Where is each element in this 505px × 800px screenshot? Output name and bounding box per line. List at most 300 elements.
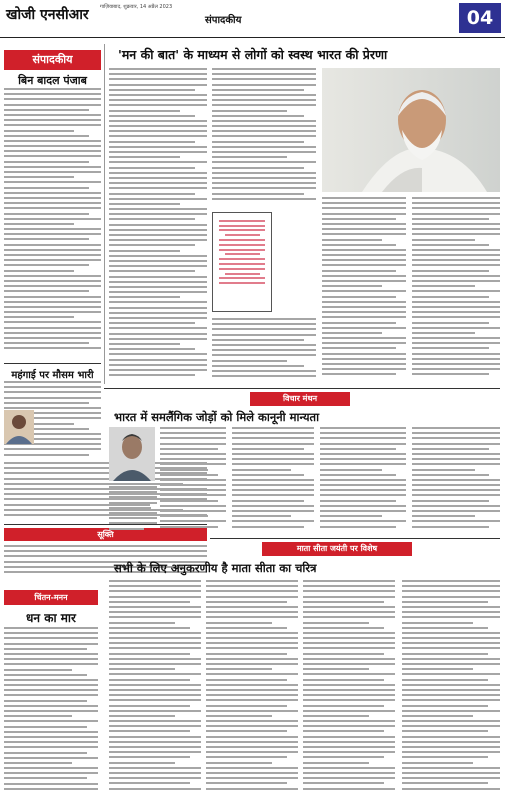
text-line	[4, 280, 101, 282]
text-line	[4, 381, 101, 383]
text-line	[160, 443, 226, 445]
text-line	[402, 601, 488, 603]
text-line	[109, 751, 201, 753]
text-line	[412, 239, 475, 241]
text-line	[232, 432, 314, 434]
text-line	[322, 311, 406, 313]
text-line	[109, 203, 180, 205]
text-line	[232, 515, 291, 517]
text-line	[412, 311, 500, 313]
text-line	[412, 301, 500, 303]
text-line	[4, 124, 101, 126]
text-line	[4, 731, 98, 733]
text-line	[303, 596, 395, 598]
text-line	[4, 347, 101, 349]
text-line	[206, 632, 298, 634]
text-line	[402, 782, 488, 784]
text-line	[412, 316, 500, 318]
divider	[210, 538, 500, 539]
text-line	[322, 280, 406, 282]
text-line	[412, 306, 500, 308]
text-line	[109, 260, 207, 262]
text-line	[303, 705, 384, 707]
newspaper-logo: खोजी एनसीआर	[6, 7, 89, 23]
text-line	[232, 458, 314, 460]
text-line	[212, 187, 316, 189]
text-line	[109, 141, 195, 143]
text-line	[322, 228, 406, 230]
text-line	[412, 474, 489, 476]
text-line	[412, 327, 500, 329]
text-line	[109, 364, 207, 366]
text-line	[4, 342, 89, 344]
text-line	[109, 491, 157, 493]
text-line	[206, 637, 298, 639]
text-line	[402, 642, 500, 644]
text-line	[109, 353, 207, 355]
jayanti-body-col2	[206, 580, 298, 795]
text-line	[402, 590, 500, 592]
text-line	[206, 725, 298, 727]
text-line	[4, 259, 101, 261]
text-line	[412, 494, 500, 496]
text-line	[4, 150, 101, 152]
text-line	[412, 202, 500, 204]
text-line	[412, 337, 500, 339]
text-line	[212, 151, 316, 153]
text-line	[4, 197, 101, 199]
text-line	[4, 327, 101, 329]
text-line	[109, 647, 201, 649]
text-line	[402, 751, 500, 753]
text-line	[109, 720, 201, 722]
editorial-body	[4, 88, 101, 358]
text-line	[109, 120, 207, 122]
text-line	[206, 653, 287, 655]
text-line	[109, 689, 201, 691]
text-line	[212, 349, 316, 351]
text-line	[206, 622, 272, 624]
text-line	[4, 710, 98, 712]
text-line	[402, 627, 488, 629]
text-line	[109, 327, 207, 329]
jayanti-tag: माता सीता जयंती पर विशेष	[262, 542, 412, 556]
text-line	[212, 375, 316, 377]
text-line	[412, 342, 500, 344]
text-line	[402, 767, 500, 769]
text-line	[232, 494, 314, 496]
text-line	[109, 528, 144, 530]
text-line	[212, 104, 316, 106]
text-line	[160, 479, 226, 481]
text-line	[322, 347, 396, 349]
text-line	[206, 746, 298, 748]
text-line	[320, 520, 406, 522]
text-line	[206, 782, 287, 784]
text-line	[322, 373, 396, 375]
text-line	[320, 474, 396, 476]
text-line	[160, 494, 226, 496]
text-line	[109, 788, 201, 790]
text-line	[4, 663, 98, 665]
text-line	[232, 500, 304, 502]
text-line	[4, 454, 89, 456]
text-line	[212, 339, 304, 341]
vichar-body-col1b	[109, 486, 157, 535]
text-line	[4, 296, 101, 298]
text-line	[322, 342, 406, 344]
text-line	[412, 515, 475, 517]
text-line	[109, 653, 190, 655]
chintan-title: धन का मार	[26, 611, 76, 625]
text-line	[322, 197, 406, 199]
text-line	[4, 407, 101, 409]
text-line	[303, 762, 369, 764]
text-line	[4, 391, 101, 393]
text-line	[160, 427, 226, 429]
text-line	[412, 233, 500, 235]
text-line	[4, 316, 74, 318]
text-line	[303, 642, 395, 644]
text-line	[160, 505, 226, 507]
text-line	[322, 290, 406, 292]
vichar-body-col1	[160, 427, 226, 535]
text-line	[322, 239, 382, 241]
text-line	[109, 135, 207, 137]
vichar-headline: भारत में समलैंगिक जोड़ों को मिले कानूनी मान्यता	[114, 410, 320, 424]
text-line	[320, 510, 406, 512]
text-line	[4, 285, 101, 287]
lead-body-col4	[412, 197, 500, 384]
text-line	[4, 726, 87, 728]
text-line	[412, 453, 500, 455]
text-line	[109, 616, 201, 618]
text-line	[212, 193, 304, 195]
text-line	[232, 484, 314, 486]
text-line	[412, 347, 489, 349]
text-line	[412, 526, 489, 528]
text-line	[320, 427, 406, 429]
quote-line	[219, 258, 265, 260]
text-line	[320, 448, 396, 450]
text-line	[303, 684, 395, 686]
text-line	[212, 120, 316, 122]
text-line	[412, 489, 500, 491]
text-line	[412, 270, 489, 272]
text-line	[4, 684, 98, 686]
text-line	[4, 104, 101, 106]
text-line	[232, 510, 314, 512]
text-line	[4, 207, 101, 209]
text-line	[109, 78, 207, 80]
text-line	[212, 84, 316, 86]
text-line	[412, 259, 500, 261]
text-line	[412, 290, 500, 292]
quote-line	[219, 239, 265, 241]
text-line	[320, 453, 406, 455]
text-line	[322, 202, 406, 204]
lead-headline: 'मन की बात' के माध्यम से लोगों को स्वस्थ भारत की प्रेरणा	[118, 47, 388, 62]
text-line	[160, 463, 226, 465]
text-line	[4, 88, 101, 90]
lead-body-col3	[322, 197, 406, 384]
text-line	[109, 517, 157, 519]
text-line	[206, 596, 298, 598]
pull-quote	[212, 212, 272, 312]
text-line	[212, 167, 304, 169]
text-line	[322, 285, 382, 287]
text-line	[206, 720, 298, 722]
text-line	[109, 374, 195, 376]
text-line	[4, 627, 98, 629]
text-line	[160, 448, 218, 450]
text-line	[109, 146, 207, 148]
text-line	[303, 632, 395, 634]
text-line	[160, 458, 226, 460]
text-line	[303, 616, 395, 618]
text-line	[232, 505, 314, 507]
columnist-photo	[109, 427, 155, 481]
text-line	[4, 550, 207, 552]
page-number-badge: 04	[459, 3, 501, 33]
text-line	[412, 358, 500, 360]
quote-line	[225, 273, 260, 275]
text-line	[412, 228, 500, 230]
text-line	[303, 658, 395, 660]
text-line	[4, 301, 101, 303]
text-line	[322, 301, 406, 303]
text-line	[212, 354, 316, 356]
text-line	[109, 198, 207, 200]
text-line	[303, 673, 395, 675]
text-line	[402, 788, 500, 790]
text-line	[206, 611, 298, 613]
lead-body-col2	[212, 68, 316, 208]
vichar-body-col2	[232, 427, 314, 535]
text-line	[109, 585, 201, 587]
text-line	[303, 689, 395, 691]
text-line	[4, 720, 98, 722]
text-line	[206, 699, 298, 701]
text-line	[109, 496, 157, 498]
vichar-body-col3	[320, 427, 406, 535]
text-line	[322, 306, 406, 308]
jayanti-headline: सभी के लिए अनुकरणीय है माता सीता का चरित्र	[114, 561, 317, 575]
text-line	[412, 207, 500, 209]
text-line	[160, 469, 208, 471]
text-line	[4, 679, 98, 681]
chintan-body	[4, 627, 98, 795]
text-line	[303, 611, 395, 613]
text-line	[4, 228, 101, 230]
text-line	[109, 125, 207, 127]
text-line	[303, 715, 369, 717]
text-line	[4, 715, 72, 717]
text-line	[212, 141, 304, 143]
text-line	[4, 145, 101, 147]
text-line	[4, 321, 101, 323]
text-line	[212, 156, 287, 158]
text-line	[402, 705, 488, 707]
text-line	[402, 673, 500, 675]
quote-line	[219, 244, 265, 246]
text-line	[4, 290, 89, 292]
text-line	[303, 782, 384, 784]
text-line	[4, 386, 101, 388]
text-line	[4, 109, 89, 111]
text-line	[206, 710, 298, 712]
text-line	[303, 585, 395, 587]
text-line	[402, 772, 500, 774]
text-line	[109, 333, 207, 335]
text-line	[212, 130, 316, 132]
text-line	[109, 322, 195, 324]
text-line	[402, 777, 500, 779]
jayanti-body-col4	[402, 580, 500, 795]
text-line	[412, 368, 500, 370]
text-line	[109, 622, 175, 624]
text-line	[402, 647, 500, 649]
text-line	[109, 115, 195, 117]
text-line	[109, 177, 207, 179]
text-line	[109, 224, 207, 226]
text-line	[303, 756, 384, 758]
text-line	[109, 296, 180, 298]
text-line	[4, 171, 101, 173]
text-line	[4, 337, 101, 339]
text-line	[109, 255, 207, 257]
text-line	[4, 244, 101, 246]
text-line	[4, 632, 98, 634]
text-line	[320, 463, 406, 465]
text-line	[206, 673, 298, 675]
text-line	[232, 479, 314, 481]
text-line	[412, 285, 475, 287]
text-line	[109, 270, 195, 272]
text-line	[109, 668, 175, 670]
text-line	[322, 332, 382, 334]
text-line	[303, 653, 384, 655]
text-line	[412, 484, 500, 486]
text-line	[232, 489, 314, 491]
text-line	[303, 767, 395, 769]
text-line	[206, 705, 287, 707]
text-line	[402, 762, 473, 764]
text-line	[109, 281, 207, 283]
text-line	[322, 249, 406, 251]
text-line	[303, 777, 395, 779]
text-line	[303, 679, 384, 681]
text-line	[206, 772, 298, 774]
text-line	[320, 500, 396, 502]
text-line	[4, 397, 101, 399]
text-line	[322, 207, 406, 209]
quote-line	[219, 277, 265, 279]
text-line	[402, 715, 473, 717]
text-line	[402, 730, 488, 732]
text-line	[109, 699, 201, 701]
text-line	[206, 627, 287, 629]
vichar-body-col4	[412, 427, 500, 535]
text-line	[212, 99, 316, 101]
text-line	[109, 369, 207, 371]
text-line	[320, 479, 406, 481]
text-line	[4, 700, 87, 702]
text-line	[212, 94, 316, 96]
text-line	[4, 306, 101, 308]
text-line	[4, 213, 89, 215]
text-line	[109, 99, 207, 101]
text-line	[402, 606, 500, 608]
text-line	[402, 653, 488, 655]
text-line	[320, 469, 382, 471]
text-line	[402, 616, 500, 618]
text-line	[109, 694, 201, 696]
text-line	[212, 125, 316, 127]
text-line	[412, 479, 500, 481]
text-line	[4, 166, 101, 168]
quote-line	[219, 225, 265, 227]
text-line	[303, 606, 395, 608]
text-line	[206, 606, 298, 608]
dateline: गाज़ियाबाद, शुक्रवार, 14 अप्रैल 2023	[100, 4, 173, 10]
text-line	[109, 161, 207, 163]
text-line	[4, 275, 101, 277]
text-line	[109, 229, 207, 231]
text-line	[206, 601, 287, 603]
text-line	[109, 710, 201, 712]
text-line	[402, 689, 500, 691]
text-line	[212, 161, 316, 163]
text-line	[109, 632, 201, 634]
text-line	[303, 622, 369, 624]
text-line	[212, 115, 304, 117]
text-line	[402, 725, 500, 727]
text-line	[160, 500, 218, 502]
text-line	[109, 741, 201, 743]
text-line	[212, 323, 316, 325]
text-line	[109, 208, 207, 210]
text-line	[232, 453, 314, 455]
text-line	[109, 291, 207, 293]
text-line	[232, 443, 314, 445]
text-line	[212, 198, 316, 200]
text-line	[4, 223, 74, 225]
text-line	[4, 643, 98, 645]
quote-line	[219, 229, 265, 231]
text-line	[109, 348, 195, 350]
text-line	[109, 151, 207, 153]
text-line	[402, 668, 473, 670]
text-line	[212, 334, 316, 336]
text-line	[109, 68, 207, 70]
text-line	[412, 443, 500, 445]
text-line	[212, 146, 316, 148]
text-line	[303, 725, 395, 727]
text-line	[4, 762, 72, 764]
text-line	[206, 751, 298, 753]
lead-body-col1	[109, 68, 207, 384]
text-line	[109, 312, 207, 314]
text-line	[402, 637, 500, 639]
text-line	[322, 218, 396, 220]
text-line	[212, 78, 316, 80]
text-line	[109, 213, 207, 215]
text-line	[212, 360, 287, 362]
text-line	[4, 238, 89, 240]
text-line	[412, 510, 500, 512]
text-line	[4, 135, 89, 137]
